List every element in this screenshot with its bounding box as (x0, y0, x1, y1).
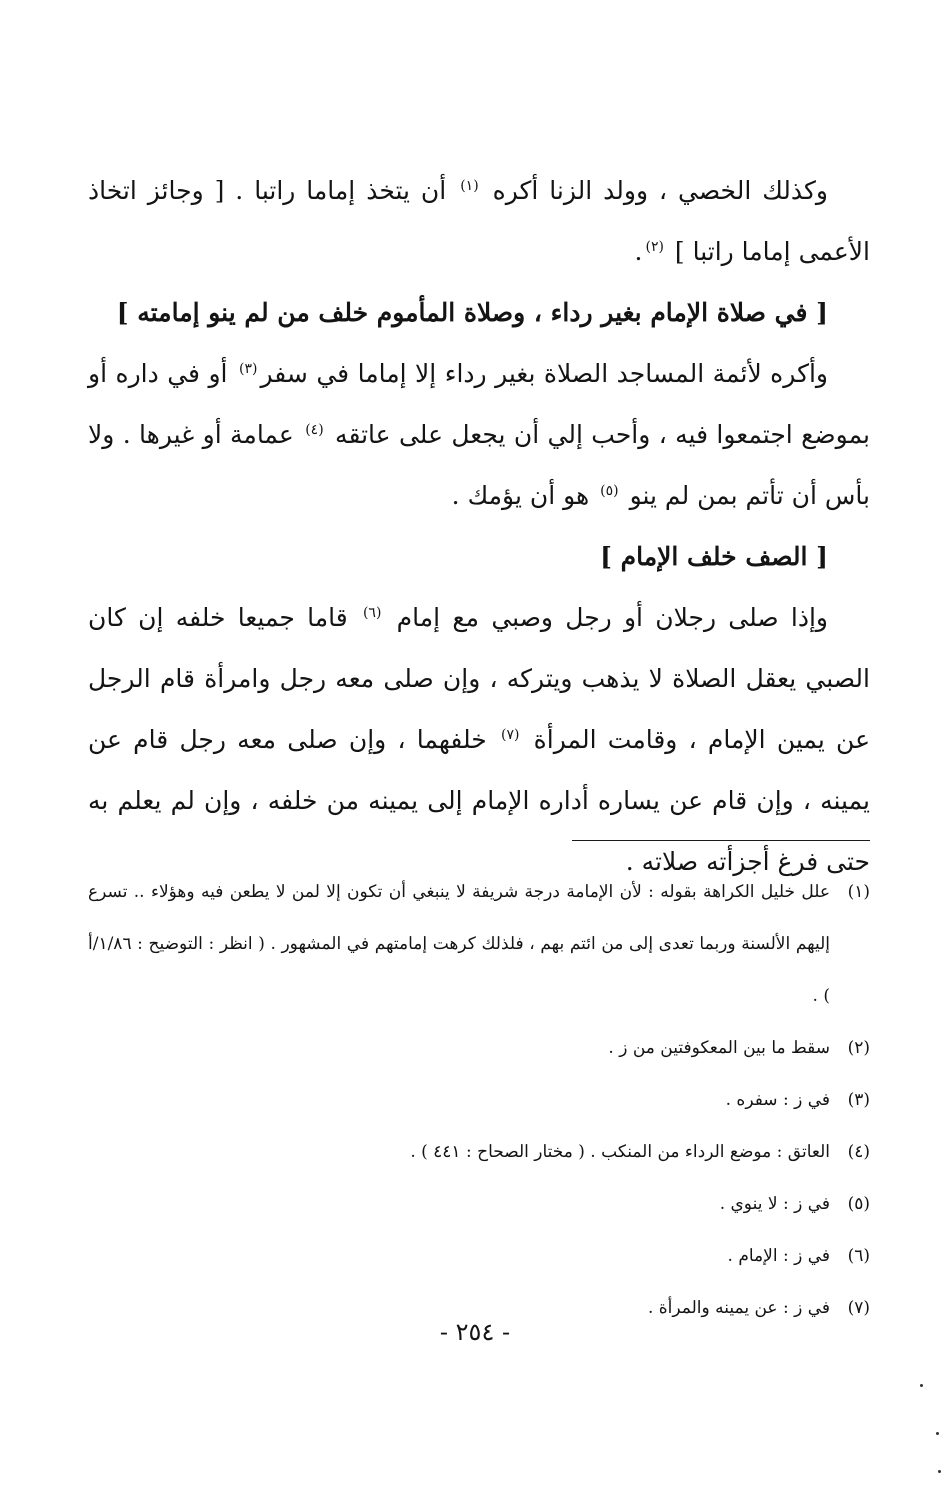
text-run: عمامة أو غيرها . ولا بأس أن تأتم بمن لم ينو (88, 420, 870, 510)
footnote-number: (٢) (847, 1038, 870, 1058)
text-run: أن يتخذ إماما راتبا . [ وجائز اتخاذ الأعمى إماما راتبا ] (88, 176, 870, 266)
footnote-marker: (٥) (600, 482, 619, 499)
text-run: وأكره لأئمة المساجد الصلاة بغير رداء إلا إماما في سفر (260, 359, 828, 388)
section-heading (88, 282, 870, 343)
footnote-text: العاتق : موضع الرداء من المنكب . ( مختار الصحاح : ٤٤١ ) . (410, 1142, 830, 1162)
footnote-text: في ز : لا ينوي . (719, 1194, 830, 1214)
footnote-number: (٦) (847, 1246, 870, 1266)
body-paragraph (88, 160, 870, 282)
footnote-marker: (٤) (305, 421, 324, 438)
footnote-text: في ز : الإمام . (727, 1246, 830, 1266)
text-run: قاما جميعا خلفه إن كان الصبي يعقل الصلاة لا يذهب ويتركه ، وإن صلى معه رجل وامرأة قام الرجل عن يمين الإمام ، وقامت المرأة (88, 603, 870, 754)
footnote-number: (٣) (847, 1090, 870, 1110)
text-run: هو أن يؤمك . (451, 481, 598, 510)
section-heading (88, 526, 870, 587)
scan-speck (920, 1384, 923, 1387)
footnote (88, 1230, 870, 1282)
footnote-text: في ز : عن يمينه والمرأة . (647, 1298, 830, 1318)
footnote (88, 1126, 870, 1178)
main-text (88, 160, 870, 892)
footnotes (88, 866, 870, 1334)
footnote (88, 1178, 870, 1230)
footnote-text: علل خليل الكراهة بقوله : لأن الإمامة درجة شريفة لا ينبغي أن تكون إلا لمن لا يطعن فيه وهؤلاء .. تسرع إليهم الألسنة وربما تعدى إلى من ائتم بهم ، فلذلك كرهت إمامتهم في المشهور . ( انظر : التوضيح : ١/٨٦/أ ) . (88, 882, 830, 1006)
footnote-marker: (٧) (500, 726, 520, 743)
text-run: خلفهما ، وإن صلى معه رجل قام عن يمينه ، وإن قام عن يساره أداره الإمام إلى يمينه من خلفه ، وإن لم يعلم به حتى فرغ أجزأته صلاته . (88, 725, 870, 876)
text-run: . (634, 237, 643, 266)
text-run: [ الصف خلف الإمام ] (600, 542, 828, 571)
footnote-number: (١) (847, 882, 870, 902)
footnote-number: (٥) (847, 1194, 870, 1214)
footnote-separator (572, 840, 870, 841)
footnote (88, 866, 870, 1022)
footnote-number: (٧) (847, 1298, 870, 1318)
footnote-marker: (٦) (362, 604, 382, 621)
footnote-marker: (٢) (645, 238, 664, 255)
body-paragraph (88, 587, 870, 892)
footnote (88, 1074, 870, 1126)
footnote (88, 1022, 870, 1074)
footnote-text: سقط ما بين المعكوفتين من ز . (608, 1038, 830, 1058)
text-run: وكذلك الخصي ، وولد الزنا أكره (481, 176, 828, 205)
footnote-marker: (٣) (238, 360, 258, 377)
footnote-number: (٤) (847, 1142, 870, 1162)
scan-speck (936, 1432, 939, 1435)
text-run: وإذا صلى رجلان أو رجل وصبي مع إمام (384, 603, 828, 632)
text-run: [ في صلاة الإمام بغير رداء ، وصلاة المأموم خلف من لم ينو إمامته ] (116, 298, 828, 327)
footnote-text: في ز : سفره . (725, 1090, 830, 1110)
scan-speck (938, 1470, 941, 1473)
page-number: - ٢٥٤ - (439, 1318, 511, 1346)
text-run: أو في داره أو بموضع اجتمعوا فيه ، وأحب إلي أن يجعل على عاتقه (88, 359, 870, 449)
footnote-marker: (١) (460, 177, 479, 194)
body-paragraph (88, 343, 870, 526)
